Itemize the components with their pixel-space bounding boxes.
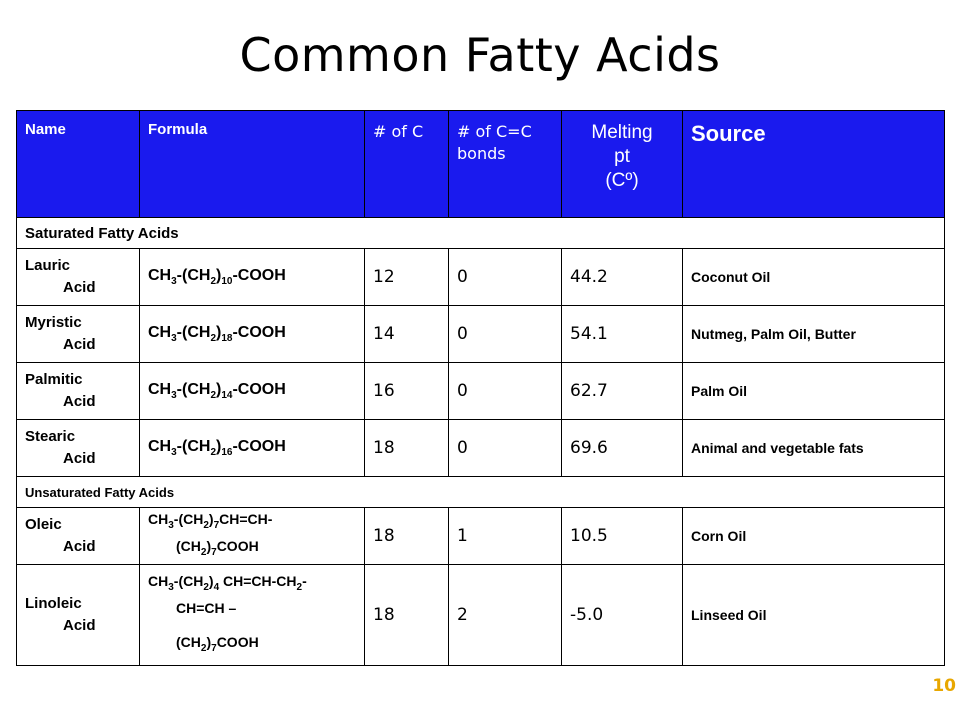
double-bond-count: 2 (449, 565, 562, 666)
table-row (17, 420, 945, 477)
double-bond-count: 0 (449, 420, 562, 477)
melting-point: 54.1 (562, 306, 683, 363)
double-bond-count: 0 (449, 363, 562, 420)
acid-source: Linseed Oil (683, 565, 945, 666)
acid-formula: $CH_3-(CH_2)_7CH=CH-$ $(CH_2)_7COOH$ (140, 508, 365, 565)
acid-name: Stearic Acid (17, 420, 140, 477)
section-label-unsaturated: Unsaturated Fatty Acids (17, 477, 945, 508)
carbon-count: 18 (365, 420, 449, 477)
acid-source: Corn Oil (683, 508, 945, 565)
section-row-saturated (17, 218, 945, 249)
table-row (17, 363, 945, 420)
acid-formula: $CH_3-(CH_2)_4$ $CH=CH-CH_2-$ CH=CH – $(CH_2)_7COOH$ (140, 565, 365, 666)
melting-point: -5.0 (562, 565, 683, 666)
acid-source: Palm Oil (683, 363, 945, 420)
table-row (17, 249, 945, 306)
double-bond-count: 0 (449, 306, 562, 363)
melting-point: 62.7 (562, 363, 683, 420)
acid-source: Animal and vegetable fats (683, 420, 945, 477)
table-header-row (17, 111, 945, 218)
page-title: Common Fatty Acids (239, 28, 721, 82)
carbon-count: 12 (365, 249, 449, 306)
header-melting-line2: pt (614, 146, 630, 167)
header-name: Name (17, 111, 140, 218)
double-bond-count: 0 (449, 249, 562, 306)
page-number: 10 (932, 676, 956, 696)
header-double-bonds (449, 111, 562, 218)
carbon-count: 16 (365, 363, 449, 420)
header-double-bonds-line1: # of C=C (457, 122, 532, 141)
header-melting-line3: (Cº) (605, 170, 639, 191)
header-melting-line1: Melting (591, 122, 653, 143)
melting-point: 10.5 (562, 508, 683, 565)
table-row (17, 306, 945, 363)
double-bond-count: 1 (449, 508, 562, 565)
table-row (17, 508, 945, 565)
header-formula: Formula (140, 111, 365, 218)
header-melting-point (562, 111, 683, 218)
acid-name: Oleic Acid (17, 508, 140, 565)
melting-point: 44.2 (562, 249, 683, 306)
acid-formula: $CH_3-(CH_2)_{10}$-COOH (140, 249, 365, 306)
carbon-count: 14 (365, 306, 449, 363)
acid-name: Linoleic Acid (17, 565, 140, 666)
acid-source: Nutmeg, Palm Oil, Butter (683, 306, 945, 363)
acid-formula: $CH_3-(CH_2)_{18}$-COOH (140, 306, 365, 363)
header-source: Source (683, 111, 945, 218)
carbon-count: 18 (365, 508, 449, 565)
acid-formula: $CH_3-(CH_2)_{16}$-COOH (140, 420, 365, 477)
section-label-saturated: Saturated Fatty Acids (17, 218, 945, 249)
acid-name: Palmitic Acid (17, 363, 140, 420)
fatty-acids-table (16, 110, 945, 666)
carbon-count: 18 (365, 565, 449, 666)
header-carbon-count: # of C (365, 111, 449, 218)
acid-name: Lauric Acid (17, 249, 140, 306)
section-row-unsaturated (17, 477, 945, 508)
acid-name: Myristic Acid (17, 306, 140, 363)
acid-source: Coconut Oil (683, 249, 945, 306)
header-double-bonds-line2: bonds (457, 144, 506, 163)
acid-formula: $CH_3-(CH_2)_{14}$-COOH (140, 363, 365, 420)
melting-point: 69.6 (562, 420, 683, 477)
table-row (17, 565, 945, 666)
